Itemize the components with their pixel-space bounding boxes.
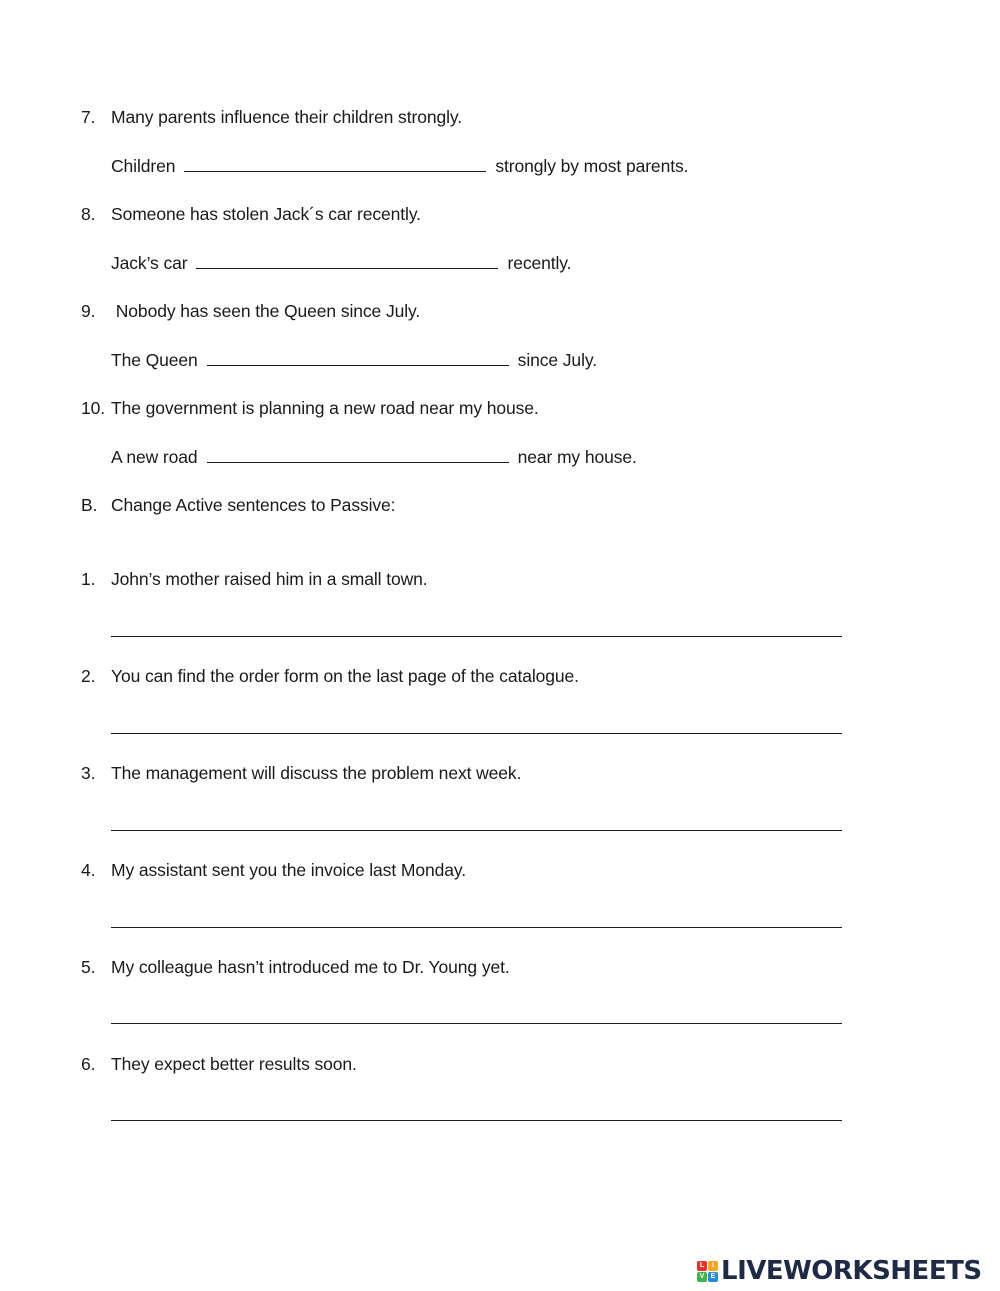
prompt-start: The Queen (111, 350, 198, 370)
answer-line[interactable] (111, 1023, 842, 1024)
answer-blank[interactable] (196, 253, 498, 269)
prompt-end: recently. (507, 253, 572, 273)
item-sentence: They expect better results soon. (111, 1054, 357, 1074)
item-sentence: The management will discuss the problem next week. (111, 763, 522, 783)
logo-mark-icon (697, 1261, 718, 1282)
item-sentence: You can find the order form on the last page of the catalogue. (111, 666, 579, 686)
logo-mark-tile: V (697, 1272, 707, 1282)
item-sentence: My assistant sent you the invoice last Monday. (111, 860, 466, 880)
answer-blank[interactable] (207, 447, 509, 463)
logo-text: LIVEWORKSHEETS (721, 1256, 982, 1286)
question-number: 8. (81, 204, 96, 224)
question-number: 7. (81, 107, 96, 127)
logo-mark-tile: E (708, 1272, 718, 1282)
item-number: 5. (81, 957, 96, 977)
answer-line[interactable] (111, 636, 842, 637)
liveworksheets-logo (697, 1257, 982, 1285)
question-number: 10. (81, 398, 106, 418)
item-number: 4. (81, 860, 96, 880)
answer-line[interactable] (111, 1120, 842, 1121)
prompt-end: near my house. (517, 447, 637, 467)
item-sentence: My colleague hasn’t introduced me to Dr. Young yet. (111, 957, 510, 977)
section-instruction: Change Active sentences to Passive: (111, 495, 396, 515)
answer-line[interactable] (111, 733, 842, 734)
answer-prompt-9 (111, 350, 597, 370)
item-number: 1. (81, 569, 96, 589)
item-sentence: John’s mother raised him in a small town. (111, 569, 428, 589)
answer-prompt-10 (111, 447, 637, 467)
question-number: 9. (81, 301, 96, 321)
answer-blank[interactable] (207, 350, 509, 366)
prompt-start: Children (111, 156, 176, 176)
section-letter: B. (81, 495, 98, 515)
prompt-end: since July. (517, 350, 597, 370)
item-number: 3. (81, 763, 96, 783)
prompt-end: strongly by most parents. (495, 156, 689, 176)
logo-mark-tile: I (708, 1261, 718, 1271)
answer-prompt-8 (111, 253, 571, 273)
prompt-start: Jack’s car (111, 253, 188, 273)
question-sentence: Someone has stolen Jack´s car recently. (111, 204, 421, 224)
item-number: 6. (81, 1054, 96, 1074)
item-number: 2. (81, 666, 96, 686)
answer-line[interactable] (111, 830, 842, 831)
question-sentence: Many parents influence their children strongly. (111, 107, 462, 127)
prompt-start: A new road (111, 447, 198, 467)
answer-line[interactable] (111, 927, 842, 928)
answer-prompt-7 (111, 156, 688, 176)
question-sentence: Nobody has seen the Queen since July. (111, 301, 421, 321)
logo-mark-tile: L (697, 1261, 707, 1271)
answer-blank[interactable] (184, 156, 486, 172)
question-sentence: The government is planning a new road near my house. (111, 398, 539, 418)
